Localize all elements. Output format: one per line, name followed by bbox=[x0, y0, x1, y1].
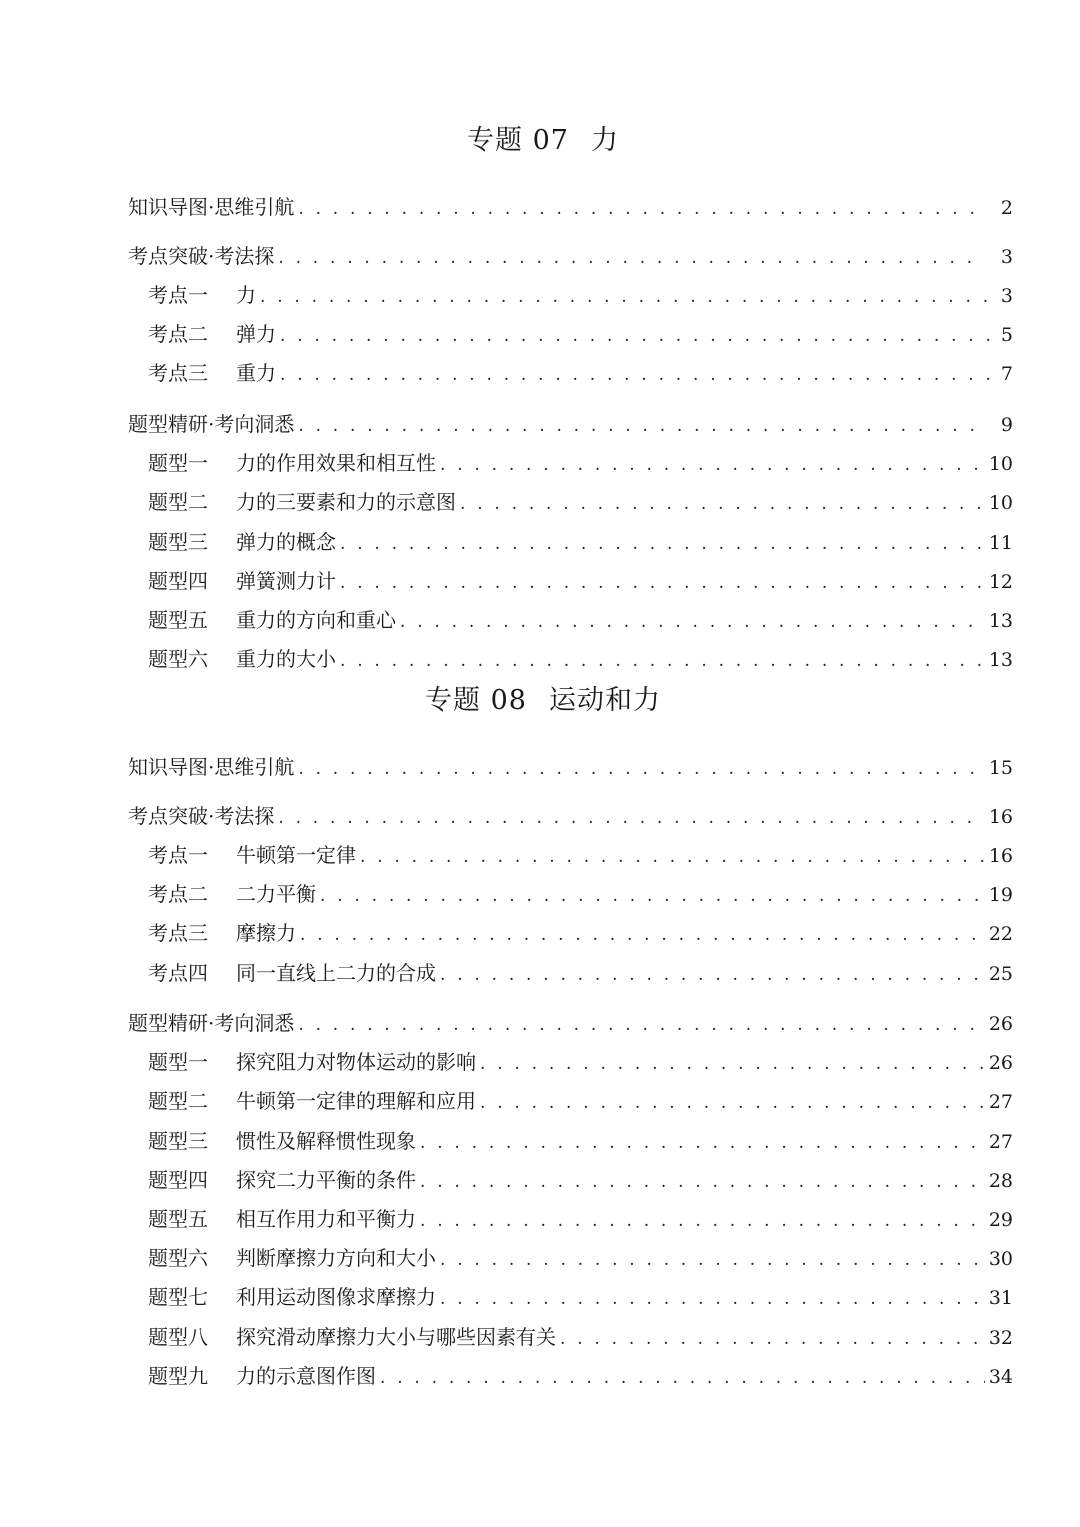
dot-leader bbox=[340, 531, 985, 557]
topic-number: 专题 08 bbox=[425, 685, 527, 716]
toc-section-row[interactable] bbox=[128, 411, 1013, 437]
toc-item-row[interactable] bbox=[148, 1167, 1013, 1193]
item-label bbox=[148, 960, 436, 986]
item-code: 题型六 bbox=[148, 1246, 208, 1270]
topic-number: 专题 07 bbox=[467, 125, 569, 156]
item-label bbox=[148, 646, 336, 672]
item-label bbox=[148, 1167, 416, 1193]
item-text: 惯性及解释惯性现象 bbox=[236, 1129, 416, 1153]
dot-leader bbox=[380, 1365, 985, 1391]
toc-item-row[interactable] bbox=[148, 489, 1013, 515]
dot-leader bbox=[420, 1130, 985, 1156]
page-number: 32 bbox=[988, 1327, 1013, 1349]
item-text: 牛顿第一定律的理解和应用 bbox=[236, 1089, 476, 1113]
toc-item-row[interactable] bbox=[148, 1245, 1013, 1271]
page-number: 9 bbox=[1000, 414, 1013, 436]
item-label bbox=[148, 529, 336, 555]
toc-item-row[interactable] bbox=[148, 1206, 1013, 1232]
dot-leader bbox=[300, 922, 985, 948]
item-label bbox=[148, 1128, 416, 1154]
page-number: 16 bbox=[988, 806, 1013, 828]
item-text: 二力平衡 bbox=[236, 882, 316, 906]
item-code: 题型五 bbox=[148, 608, 208, 632]
dot-leader bbox=[440, 452, 985, 478]
toc-item-row[interactable] bbox=[148, 920, 1013, 946]
page-number: 7 bbox=[1000, 363, 1013, 385]
item-text: 相互作用力和平衡力 bbox=[236, 1207, 416, 1231]
page-number: 25 bbox=[988, 963, 1013, 985]
section-label: 题型精研·考向洞悉 bbox=[128, 412, 295, 436]
page-number: 27 bbox=[988, 1131, 1013, 1153]
item-label bbox=[148, 489, 456, 515]
page-number: 31 bbox=[988, 1287, 1013, 1309]
toc-item-row[interactable] bbox=[148, 568, 1013, 594]
item-code: 题型六 bbox=[148, 647, 208, 671]
item-text: 探究阻力对物体运动的影响 bbox=[236, 1050, 476, 1074]
toc-section-row[interactable] bbox=[128, 243, 1013, 269]
toc-item-row[interactable] bbox=[148, 282, 1013, 308]
item-label bbox=[148, 321, 276, 347]
dot-leader bbox=[480, 1051, 985, 1077]
page-number: 22 bbox=[988, 923, 1013, 945]
toc-item-row[interactable] bbox=[148, 646, 1013, 672]
topic-name: 运动和力 bbox=[548, 685, 661, 716]
item-text: 牛顿第一定律 bbox=[236, 843, 356, 867]
page-number: 28 bbox=[988, 1170, 1013, 1192]
item-code: 题型二 bbox=[148, 1089, 208, 1113]
toc-item-row[interactable] bbox=[148, 321, 1013, 347]
item-label bbox=[148, 920, 296, 946]
item-text: 弹力的概念 bbox=[236, 530, 336, 554]
dot-leader bbox=[280, 362, 997, 388]
item-text: 力的三要素和力的示意图 bbox=[236, 490, 456, 514]
toc-item-row[interactable] bbox=[148, 1363, 1013, 1389]
item-code: 考点四 bbox=[148, 961, 208, 985]
page-number: 10 bbox=[988, 453, 1013, 475]
item-text: 探究滑动摩擦力大小与哪些因素有关 bbox=[236, 1325, 556, 1349]
item-label bbox=[148, 1049, 476, 1075]
dot-leader bbox=[400, 609, 985, 635]
page-number: 30 bbox=[988, 1248, 1013, 1270]
dot-leader bbox=[480, 1090, 985, 1116]
toc-item-row[interactable] bbox=[148, 360, 1013, 386]
dot-leader bbox=[298, 1012, 984, 1038]
toc-item-row[interactable] bbox=[148, 1128, 1013, 1154]
item-label bbox=[148, 1088, 476, 1114]
item-label bbox=[148, 842, 356, 868]
dot-leader bbox=[440, 1286, 985, 1312]
page-number: 3 bbox=[1000, 246, 1013, 268]
page-number: 29 bbox=[988, 1209, 1013, 1231]
toc-item-row[interactable] bbox=[148, 960, 1013, 986]
page-number: 3 bbox=[1000, 285, 1013, 307]
item-code: 题型一 bbox=[148, 1050, 208, 1074]
toc-section-row[interactable] bbox=[128, 194, 1013, 220]
dot-leader bbox=[360, 844, 985, 870]
item-text: 重力 bbox=[236, 361, 276, 385]
dot-leader bbox=[298, 756, 984, 782]
dot-leader bbox=[298, 196, 985, 222]
page-number: 15 bbox=[988, 757, 1013, 779]
section-label: 考点突破·考法探 bbox=[128, 804, 275, 828]
page-number: 34 bbox=[988, 1366, 1013, 1388]
toc-item-row[interactable] bbox=[148, 529, 1013, 555]
item-label bbox=[148, 1324, 556, 1350]
dot-leader bbox=[320, 883, 985, 909]
item-text: 同一直线上二力的合成 bbox=[236, 961, 436, 985]
topic-title bbox=[0, 684, 1080, 718]
item-text: 弹簧测力计 bbox=[236, 569, 336, 593]
toc-section-row[interactable] bbox=[128, 1010, 1013, 1036]
dot-leader bbox=[460, 491, 985, 517]
item-text: 判断摩擦力方向和大小 bbox=[236, 1246, 436, 1270]
item-text: 力 bbox=[236, 283, 256, 307]
toc-item-row[interactable] bbox=[148, 450, 1013, 476]
page-number: 2 bbox=[1000, 197, 1013, 219]
item-code: 题型三 bbox=[148, 1129, 208, 1153]
toc-item-row[interactable] bbox=[148, 881, 1013, 907]
dot-leader bbox=[340, 648, 985, 674]
page-number: 5 bbox=[1000, 324, 1013, 346]
section-label: 题型精研·考向洞悉 bbox=[128, 1011, 295, 1035]
toc-item-row[interactable] bbox=[148, 1324, 1013, 1350]
toc-section-row[interactable] bbox=[128, 803, 1013, 829]
item-code: 题型七 bbox=[148, 1285, 208, 1309]
page-number: 16 bbox=[988, 845, 1013, 867]
item-label bbox=[148, 1284, 436, 1310]
item-code: 考点三 bbox=[148, 361, 208, 385]
toc-item-row[interactable] bbox=[148, 842, 1013, 868]
item-code: 考点二 bbox=[148, 882, 208, 906]
toc-item-row[interactable] bbox=[148, 1049, 1013, 1075]
item-text: 弹力 bbox=[236, 322, 276, 346]
toc-item-row[interactable] bbox=[148, 607, 1013, 633]
item-code: 考点三 bbox=[148, 921, 208, 945]
item-code: 题型九 bbox=[148, 1364, 208, 1388]
dot-leader bbox=[420, 1208, 985, 1234]
item-label bbox=[148, 450, 436, 476]
dot-leader bbox=[440, 1247, 985, 1273]
dot-leader bbox=[260, 284, 997, 310]
item-code: 考点一 bbox=[148, 283, 208, 307]
dot-leader bbox=[560, 1326, 985, 1352]
item-code: 题型四 bbox=[148, 569, 208, 593]
page-number: 13 bbox=[988, 649, 1013, 671]
item-text: 探究二力平衡的条件 bbox=[236, 1168, 416, 1192]
item-label bbox=[148, 881, 316, 907]
item-text: 重力的大小 bbox=[236, 647, 336, 671]
item-label bbox=[148, 568, 336, 594]
item-text: 摩擦力 bbox=[236, 921, 296, 945]
dot-leader bbox=[420, 1169, 985, 1195]
item-label bbox=[148, 1245, 436, 1271]
dot-leader bbox=[278, 805, 984, 831]
page-number: 27 bbox=[988, 1091, 1013, 1113]
item-text: 利用运动图像求摩擦力 bbox=[236, 1285, 436, 1309]
section-label: 考点突破·考法探 bbox=[128, 244, 275, 268]
item-label bbox=[148, 282, 256, 308]
item-code: 题型二 bbox=[148, 490, 208, 514]
item-code: 题型八 bbox=[148, 1325, 208, 1349]
section-label: 知识导图·思维引航 bbox=[128, 195, 295, 219]
item-label bbox=[148, 1363, 376, 1389]
toc-item-row[interactable] bbox=[148, 1088, 1013, 1114]
page-number: 11 bbox=[988, 532, 1013, 554]
toc-section-row[interactable] bbox=[128, 754, 1013, 780]
item-code: 考点二 bbox=[148, 322, 208, 346]
item-label bbox=[148, 360, 276, 386]
dot-leader bbox=[278, 245, 985, 271]
section-label: 知识导图·思维引航 bbox=[128, 755, 295, 779]
page-number: 26 bbox=[988, 1013, 1013, 1035]
page-number: 10 bbox=[988, 492, 1013, 514]
page-number: 26 bbox=[988, 1052, 1013, 1074]
item-text: 力的示意图作图 bbox=[236, 1364, 376, 1388]
item-code: 题型一 bbox=[148, 451, 208, 475]
dot-leader bbox=[280, 323, 997, 349]
page-number: 12 bbox=[988, 571, 1013, 593]
item-text: 重力的方向和重心 bbox=[236, 608, 396, 632]
topic-name: 力 bbox=[590, 125, 619, 156]
item-label bbox=[148, 1206, 416, 1232]
toc-item-row[interactable] bbox=[148, 1284, 1013, 1310]
dot-leader bbox=[340, 570, 985, 596]
item-code: 考点一 bbox=[148, 843, 208, 867]
dot-leader bbox=[440, 962, 985, 988]
item-label bbox=[148, 607, 396, 633]
item-code: 题型四 bbox=[148, 1168, 208, 1192]
topic-title bbox=[0, 124, 1080, 158]
dot-leader bbox=[298, 413, 985, 439]
item-code: 题型三 bbox=[148, 530, 208, 554]
item-text: 力的作用效果和相互性 bbox=[236, 451, 436, 475]
page-number: 13 bbox=[988, 610, 1013, 632]
item-code: 题型五 bbox=[148, 1207, 208, 1231]
page-number: 19 bbox=[988, 884, 1013, 906]
